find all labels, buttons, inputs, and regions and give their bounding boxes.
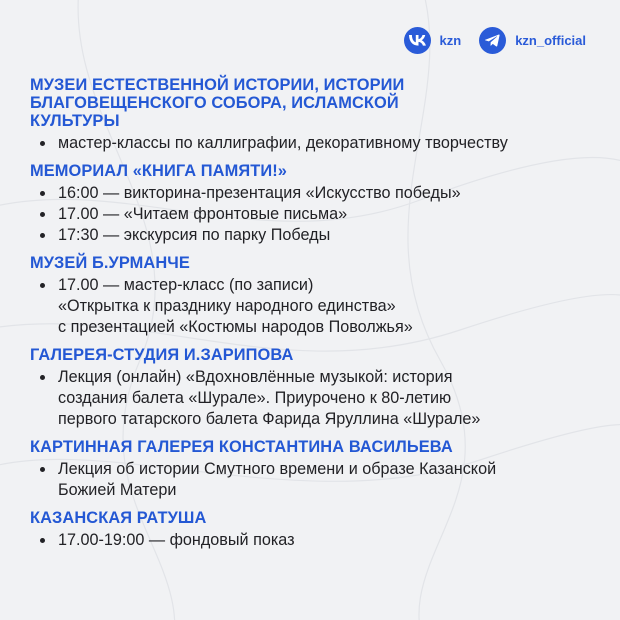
section-title [30,438,590,456]
events-list [30,76,590,559]
list-item [30,459,590,501]
item-line: с презентацией «Костюмы народов Поволжья» [58,318,413,336]
item-line: создания балета «Шурале». Приурочено к 80-летию [58,389,452,407]
item-line: 16:00 — викторина-презентация «Искусство победы» [58,184,461,202]
item-line: мастер-классы по каллиграфии, декоративному творчеству [58,134,508,152]
section-town-hall [30,509,590,551]
item-line: 17.00 — «Читаем фронтовые письма» [58,205,348,223]
list-item [30,225,590,246]
list-item [30,204,590,225]
item-line: 17:30 — экскурсия по парку Победы [58,226,331,244]
title-line: МЕМОРИАЛ «КНИГА ПАМЯТИ!» [30,162,287,180]
section-urmanche [30,254,590,338]
title-line: ГАЛЕРЕЯ-СТУДИЯ И.ЗАРИПОВА [30,346,294,364]
title-line: МУЗЕИ ЕСТЕСТВЕННОЙ ИСТОРИИ, ИСТОРИИ [30,76,405,94]
social-links [386,27,586,54]
telegram-icon [479,27,506,54]
section-museums [30,76,590,154]
section-title [30,76,590,130]
item-line: 17.00-19:00 — фондовый показ [58,531,295,549]
event-items [30,183,590,246]
list-item [30,183,590,204]
title-line: БЛАГОВЕЩЕНСКОГО СОБОРА, ИСЛАМСКОЙ [30,94,399,112]
telegram-label: kzn_official [515,33,586,48]
vk-icon [404,27,431,54]
title-line: КАЗАНСКАЯ РАТУША [30,509,207,527]
section-title [30,346,590,364]
section-vasiliev [30,438,590,501]
section-title [30,254,590,272]
item-line: Лекция об истории Смутного времени и образе Казанской [58,460,497,478]
section-memorial [30,162,590,246]
list-item [30,133,590,154]
item-line: первого татарского балета Фарида Яруллина «Шурале» [58,410,481,428]
event-items [30,275,590,338]
list-item [30,275,590,338]
section-title [30,162,590,180]
section-zaripov [30,346,590,430]
section-title [30,509,590,527]
title-line: МУЗЕЙ Б.УРМАНЧЕ [30,254,190,272]
vk-label: kzn [439,33,462,48]
title-line: КУЛЬТУРЫ [30,112,120,130]
vk-link[interactable] [404,27,462,54]
list-item [30,367,590,430]
list-item [30,530,590,551]
event-items [30,459,590,501]
event-items [30,530,590,551]
title-line: КАРТИННАЯ ГАЛЕРЕЯ КОНСТАНТИНА ВАСИЛЬЕВА [30,438,453,456]
item-line: Божией Матери [58,481,177,499]
item-line: 17.00 — мастер-класс (по записи) [58,276,314,294]
event-items [30,133,590,154]
item-line: Лекция (онлайн) «Вдохновлённые музыкой: история [58,368,453,386]
event-items [30,367,590,430]
item-line: «Открытка к празднику народного единства» [58,297,396,315]
telegram-link[interactable] [479,27,586,54]
